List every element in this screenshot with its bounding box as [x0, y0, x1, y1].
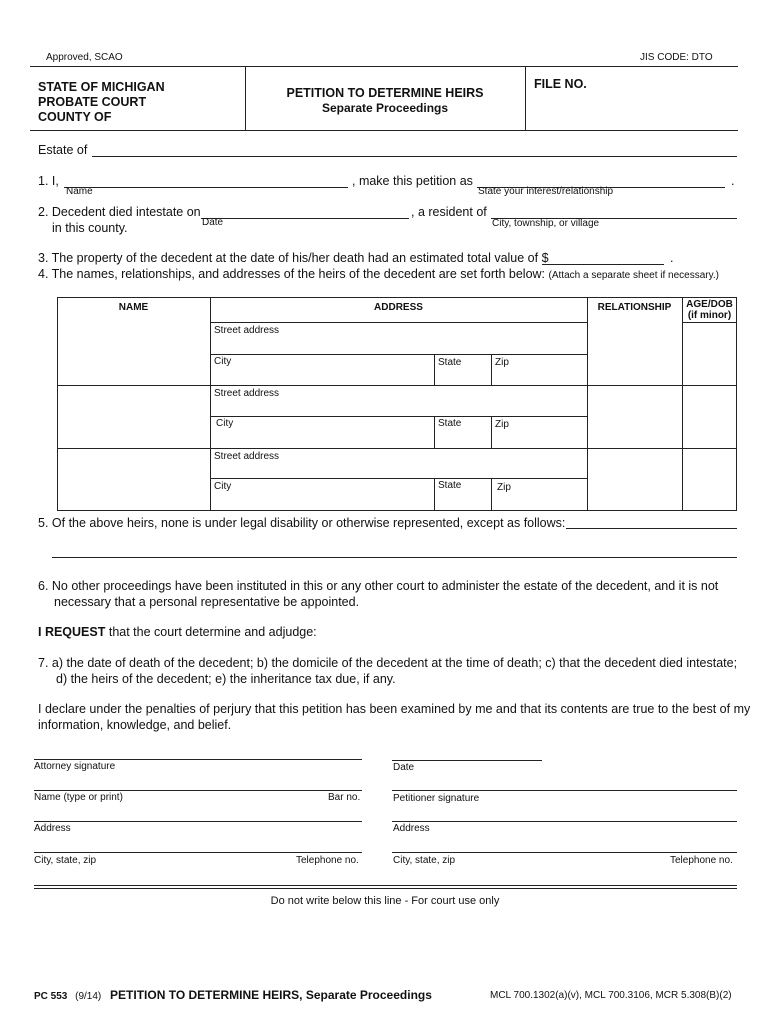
attorney-signature-line[interactable]	[34, 745, 362, 760]
attorney-signature-label: Attorney signature	[34, 761, 116, 772]
row2-name-input[interactable]	[60, 388, 206, 445]
jis-code: JIS CODE: DTO	[640, 52, 713, 63]
item7-line1: 7. a) the date of death of the decedent; b) the domicile of the decedent at the time of death; c) that the decedent died intestate;	[38, 656, 738, 670]
interest-caption: State your interest/relationship	[478, 186, 614, 197]
row2-state-input[interactable]	[465, 419, 489, 443]
file-no-input[interactable]	[534, 96, 730, 122]
row2-street-input[interactable]	[290, 389, 582, 413]
form-revision: (9/14)	[75, 991, 102, 1002]
row3-zip-label: Zip	[497, 482, 511, 493]
header-address: ADDRESS	[374, 302, 423, 313]
row3-age-input[interactable]	[685, 451, 734, 508]
row2-bottom-rule	[57, 448, 737, 449]
petitioner-name-input[interactable]	[64, 173, 348, 188]
col-divider-address	[587, 297, 588, 511]
row3-city-label: City	[214, 481, 232, 492]
row2-zip-input[interactable]	[515, 419, 583, 443]
item2-prefix: 2. Decedent died intestate on	[38, 205, 201, 219]
city-caption: City, township, or village	[492, 218, 600, 229]
death-date-input[interactable]	[201, 204, 409, 219]
item5-input-2[interactable]	[52, 543, 737, 558]
row1-street-input[interactable]	[290, 326, 582, 350]
header-age-label: AGE/DOB	[686, 299, 733, 310]
estate-value-input[interactable]	[542, 250, 664, 265]
row1-mid-rule	[210, 354, 587, 355]
item6-line2: necessary that a personal representative be appointed.	[54, 595, 360, 609]
header-relationship: RELATIONSHIP	[597, 302, 672, 313]
item1-end: .	[731, 174, 735, 188]
item4-text	[38, 267, 719, 281]
row1-state-label: State	[438, 357, 462, 368]
row2-relationship-input[interactable]	[590, 388, 678, 445]
row1-state-divider	[434, 354, 435, 385]
row3-name-input[interactable]	[60, 451, 206, 508]
row2-zip-divider	[491, 416, 492, 448]
row3-street-label: Street address	[214, 451, 280, 462]
row3-mid-rule	[210, 478, 587, 479]
declaration-line1: I declare under the penalties of perjury that this petition has been examined by me and that its contents are true to the best of my	[38, 702, 751, 716]
name-print-label: Name (type or print)	[34, 792, 123, 803]
city-right-label: City, state, zip	[393, 855, 456, 866]
header-top-rule	[30, 66, 738, 67]
county-label: COUNTY OF	[38, 110, 112, 124]
tel-left-label: Telephone no.	[296, 855, 359, 866]
row1-city-input[interactable]	[240, 357, 430, 381]
court-use-text: Do not write below this line - For court use only	[270, 895, 500, 907]
address-right-label: Address	[393, 823, 430, 834]
residence-input[interactable]	[491, 204, 737, 219]
approved-scao: Approved, SCAO	[46, 52, 123, 63]
row1-street-label: Street address	[214, 325, 280, 336]
court-use-rule-2	[34, 888, 737, 889]
declaration-block	[38, 701, 750, 733]
header-bottom-rule	[30, 130, 738, 131]
attorney-city-line[interactable]	[34, 838, 362, 853]
item5-text: 5. Of the above heirs, none is under legal disability or otherwise represented, except as follows:	[38, 516, 566, 530]
request-bold: I REQUEST	[38, 625, 106, 639]
row1-zip-input[interactable]	[515, 357, 583, 381]
row1-relationship-input[interactable]	[590, 326, 678, 382]
item4-main: 4. The names, relationships, and addresses of the heirs of the decedent are set forth below:	[38, 267, 546, 281]
item1-middle: , make this petition as	[352, 174, 473, 188]
row1-zip-divider	[491, 354, 492, 385]
bar-no-label: Bar no.	[328, 792, 361, 803]
name-caption: Name	[66, 186, 93, 197]
date-label: Date	[393, 762, 415, 773]
footer-mcl: MCL 700.1302(a)(v), MCL 700.3106, MCR 5.308(B)(2)	[490, 990, 732, 1001]
petitioner-signature-label: Petitioner signature	[393, 793, 480, 804]
form-title: PETITION TO DETERMINE HEIRS	[286, 86, 484, 100]
item2-middle: , a resident of	[411, 205, 487, 219]
item6-block	[38, 578, 718, 610]
row1-zip-label: Zip	[495, 357, 509, 368]
row2-state-divider	[434, 416, 435, 448]
state-label: STATE OF MICHIGAN	[38, 80, 165, 94]
row3-state-divider	[434, 478, 435, 511]
petitioner-signature-line[interactable]	[392, 776, 737, 791]
item1-prefix: 1. I,	[38, 174, 59, 188]
age-header-rule	[682, 322, 737, 323]
row2-state-label: State	[438, 418, 462, 429]
header-name: NAME	[118, 302, 149, 313]
petitioner-city-line[interactable]	[392, 838, 737, 853]
address-left-label: Address	[34, 823, 71, 834]
item4-note: (Attach a separate sheet if necessary.)	[548, 270, 719, 281]
title-block	[245, 86, 525, 116]
petitioner-address-line[interactable]	[392, 807, 737, 822]
request-line	[38, 625, 317, 639]
request-rest: that the court determine and adjudge:	[108, 625, 317, 639]
tel-right-label: Telephone no.	[670, 855, 733, 866]
item2-second-line: in this county.	[52, 221, 128, 235]
item6-line1: 6. No other proceedings have been instituted in this or any other court to administer the estate of the decedent, and it is not	[38, 579, 719, 593]
attorney-address-line[interactable]	[34, 807, 362, 822]
row1-age-input[interactable]	[685, 326, 734, 382]
col-divider-relationship	[682, 297, 683, 511]
row2-mid-rule	[210, 416, 587, 417]
header-age	[682, 299, 737, 321]
address-header-rule	[210, 322, 587, 323]
header-divider-2	[525, 66, 526, 130]
file-no-label: FILE NO.	[534, 77, 587, 91]
estate-label: Estate of	[38, 143, 88, 157]
date-caption: Date	[202, 217, 224, 228]
item5-input-1[interactable]	[566, 514, 737, 529]
row1-bottom-rule	[57, 385, 737, 386]
declaration-line2: information, knowledge, and belief.	[38, 718, 232, 732]
date-line[interactable]	[392, 746, 542, 761]
court-label: PROBATE COURT	[38, 95, 147, 109]
row2-city-label: City	[216, 418, 234, 429]
row1-name-input[interactable]	[60, 326, 206, 382]
row3-state-label: State	[438, 480, 462, 491]
row2-street-label: Street address	[214, 388, 280, 399]
row3-city-input[interactable]	[240, 481, 430, 507]
city-left-label: City, state, zip	[34, 855, 97, 866]
item3-end: .	[670, 251, 674, 265]
court-use-rule-1	[34, 885, 737, 886]
row3-street-input[interactable]	[290, 452, 582, 475]
row2-age-input[interactable]	[685, 388, 734, 445]
form-subtitle: Separate Proceedings	[321, 101, 449, 115]
footer-title: PETITION TO DETERMINE HEIRS, Separate Proceedings	[110, 988, 432, 1002]
item7-line2: d) the heirs of the decedent; e) the inheritance tax due, if any.	[56, 672, 396, 686]
item3-text: 3. The property of the decedent at the date of his/her death had an estimated total value of $	[38, 251, 549, 265]
row3-zip-divider	[491, 478, 492, 511]
row1-city-label: City	[214, 356, 232, 367]
header-age-sub: (if minor)	[687, 310, 732, 321]
row3-state-input[interactable]	[465, 481, 489, 507]
estate-name-input[interactable]	[92, 142, 737, 157]
item7-block	[38, 655, 737, 687]
row1-state-input[interactable]	[465, 357, 489, 381]
row2-zip-label: Zip	[495, 419, 509, 430]
row2-city-input[interactable]	[240, 419, 430, 443]
footer-left	[34, 988, 432, 1002]
row3-relationship-input[interactable]	[590, 451, 678, 508]
attorney-name-line[interactable]	[34, 776, 362, 791]
row3-zip-input[interactable]	[515, 481, 583, 507]
form-number: PC 553	[34, 991, 68, 1002]
county-input[interactable]	[112, 108, 237, 124]
